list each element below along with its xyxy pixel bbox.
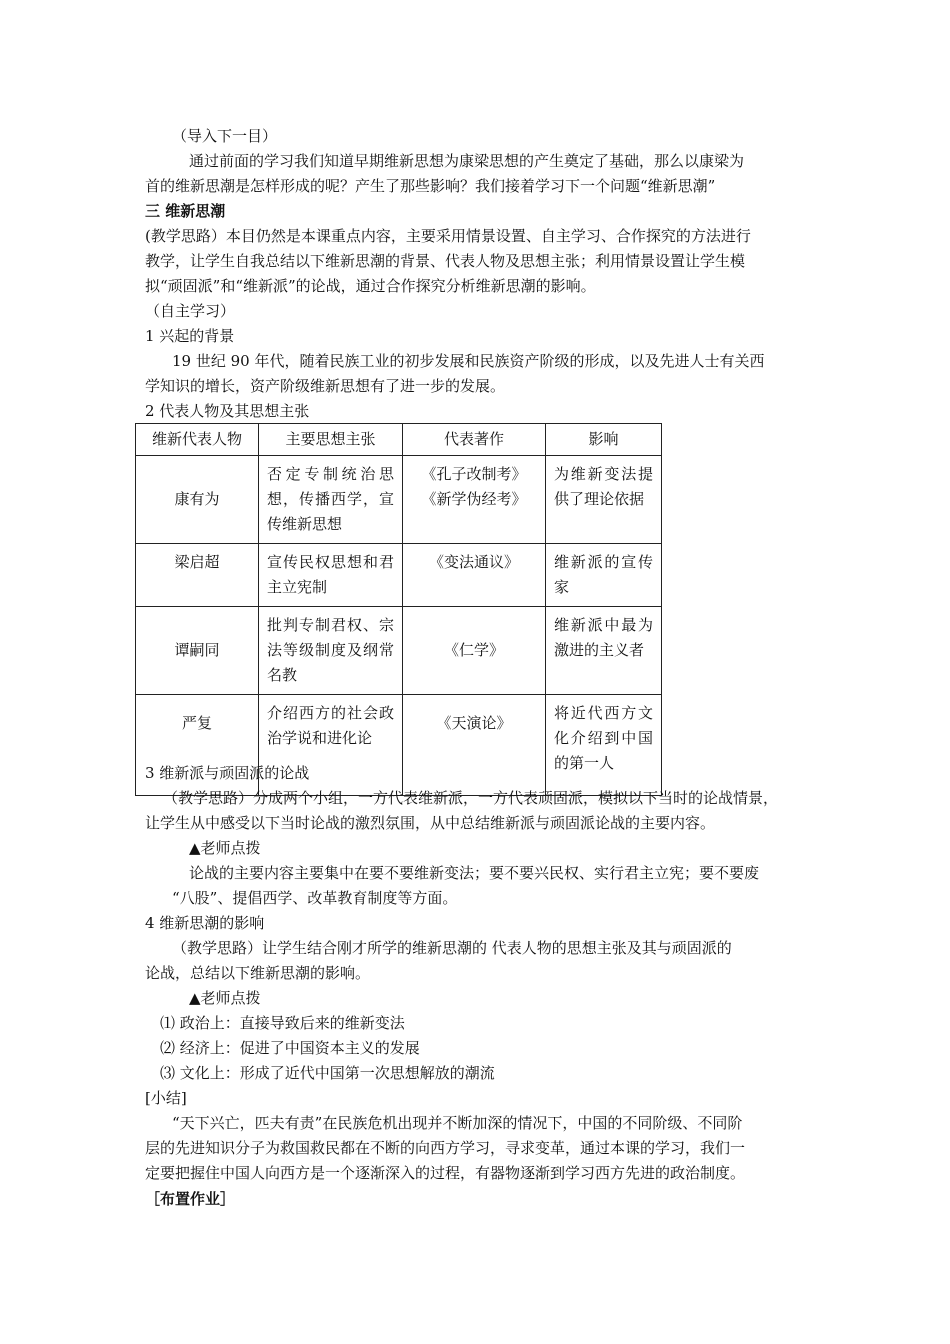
column-header: 主要思想主张 xyxy=(259,424,403,456)
person-cell: 严复 xyxy=(136,695,259,796)
influence-item: ⑶ 文化上：形成了近代中国第一次思想解放的潮流 xyxy=(160,1064,495,1082)
background-line: 19 世纪 90 年代，随着民族工业的初步发展和民族资产阶级的形成，以及先进人士有关西 xyxy=(172,352,765,370)
idea-cell: 批判专制君权、宗法等级制度及纲常名教 xyxy=(259,607,403,695)
column-header: 影响 xyxy=(546,424,662,456)
idea-cell: 宣传民权思想和君主立宪制 xyxy=(259,544,403,607)
heading-debate: 3 维新派与顽固派的论战 xyxy=(145,764,310,782)
idea-cell: 否定专制统治思想，传播西学，宣传维新思想 xyxy=(259,456,403,544)
work-cell: 《变法通议》 xyxy=(403,544,546,607)
representatives-table xyxy=(135,423,662,796)
debate-line: （教学思路）分成两个小组，一方代表维新派，一方代表顽固派，模拟以下当时的论战情景， xyxy=(163,789,779,807)
person-cell: 谭嗣同 xyxy=(136,607,259,695)
influence-line: 论战，总结以下维新思潮的影响。 xyxy=(145,964,371,982)
column-header: 维新代表人物 xyxy=(136,424,259,456)
table-row xyxy=(136,607,662,695)
self-study-label: （自主学习） xyxy=(145,302,236,320)
impact-cell: 为维新变法提供了理论依据 xyxy=(546,456,662,544)
summary-line: 层的先进知识分子为救国救民都在不断的向西方学习，寻求变革，通过本课的学习，我们一 xyxy=(145,1139,746,1157)
heading-representatives: 2 代表人物及其思想主张 xyxy=(145,402,310,420)
table-row xyxy=(136,456,662,544)
summary-label: [小结] xyxy=(145,1089,187,1107)
homework-label: ［布置作业］ xyxy=(145,1190,236,1208)
person-cell: 康有为 xyxy=(136,456,259,544)
summary-line: 定要把握住中国人向西方是一个逐渐深入的过程，有器物逐渐到学习西方先进的政治制度。 xyxy=(145,1164,746,1182)
table-header-row xyxy=(136,424,662,456)
work-cell: 《孔子改制考》 《新学伪经考》 xyxy=(403,456,546,544)
heading-background: 1 兴起的背景 xyxy=(145,327,235,345)
impact-cell: 维新派中最为激进的主义者 xyxy=(546,607,662,695)
influence-item: ⑵ 经济上：促进了中国资本主义的发展 xyxy=(160,1039,420,1057)
person-cell: 梁启超 xyxy=(136,544,259,607)
influence-line: （教学思路）让学生结合刚才所学的维新思潮的 代表人物的思想主张及其与顽固派的 xyxy=(172,939,732,957)
teaching-approach-line: (教学思路）本目仍然是本课重点内容，主要采用情景设置、自主学习、合作探究的方法进行 xyxy=(145,227,751,245)
column-header: 代表著作 xyxy=(403,424,546,456)
debate-line: 让学生从中感受以下当时论战的激烈氛围，从中总结维新派与顽固派论战的主要内容。 xyxy=(145,814,716,832)
intro-label: （导入下一目） xyxy=(172,127,278,145)
impact-cell: 维新派的宣传家 xyxy=(546,544,662,607)
background-line: 学知识的增长，资产阶级维新思想有了进一步的发展。 xyxy=(145,377,506,395)
table-row xyxy=(136,544,662,607)
impact-cell: 将近代西方文化介绍到中国的第一人 xyxy=(546,695,662,796)
intro-paragraph-line: 首的维新思潮是怎样形成的呢？产生了那些影响？我们接着学习下一个问题“维新思潮” xyxy=(145,177,716,195)
influence-item: ⑴ 政治上：直接导致后来的维新变法 xyxy=(160,1014,405,1032)
work-cell: 《仁学》 xyxy=(403,607,546,695)
section-title: 三 维新思潮 xyxy=(145,202,226,220)
heading-influence: 4 维新思潮的影响 xyxy=(145,914,265,932)
work-cell: 《天演论》 xyxy=(403,695,546,796)
teacher-tip-label: ▲老师点拨 xyxy=(189,989,261,1007)
intro-paragraph-line: 通过前面的学习我们知道早期维新思想为康梁思想的产生奠定了基础，那么以康梁为 xyxy=(189,152,745,170)
teacher-tip-label: ▲老师点拨 xyxy=(189,839,261,857)
teaching-approach-line: 教学，让学生自我总结以下维新思潮的背景、代表人物及思想主张；利用情景设置让学生模 xyxy=(145,252,746,270)
idea-cell: 介绍西方的社会政治学说和进化论 xyxy=(259,695,403,796)
debate-content-line: 论战的主要内容主要集中在要不要维新变法；要不要兴民权、实行君主立宪；要不要废 xyxy=(189,864,760,882)
summary-line: “天下兴亡，匹夫有责”在民族危机出现并不断加深的情况下，中国的不同阶级、不同阶 xyxy=(172,1114,743,1132)
teaching-approach-line: 拟“顽固派”和“维新派”的论战，通过合作探究分析维新思潮的影响。 xyxy=(145,277,596,295)
debate-content-line: “八股”、提倡西学、改革教育制度等方面。 xyxy=(172,889,458,907)
